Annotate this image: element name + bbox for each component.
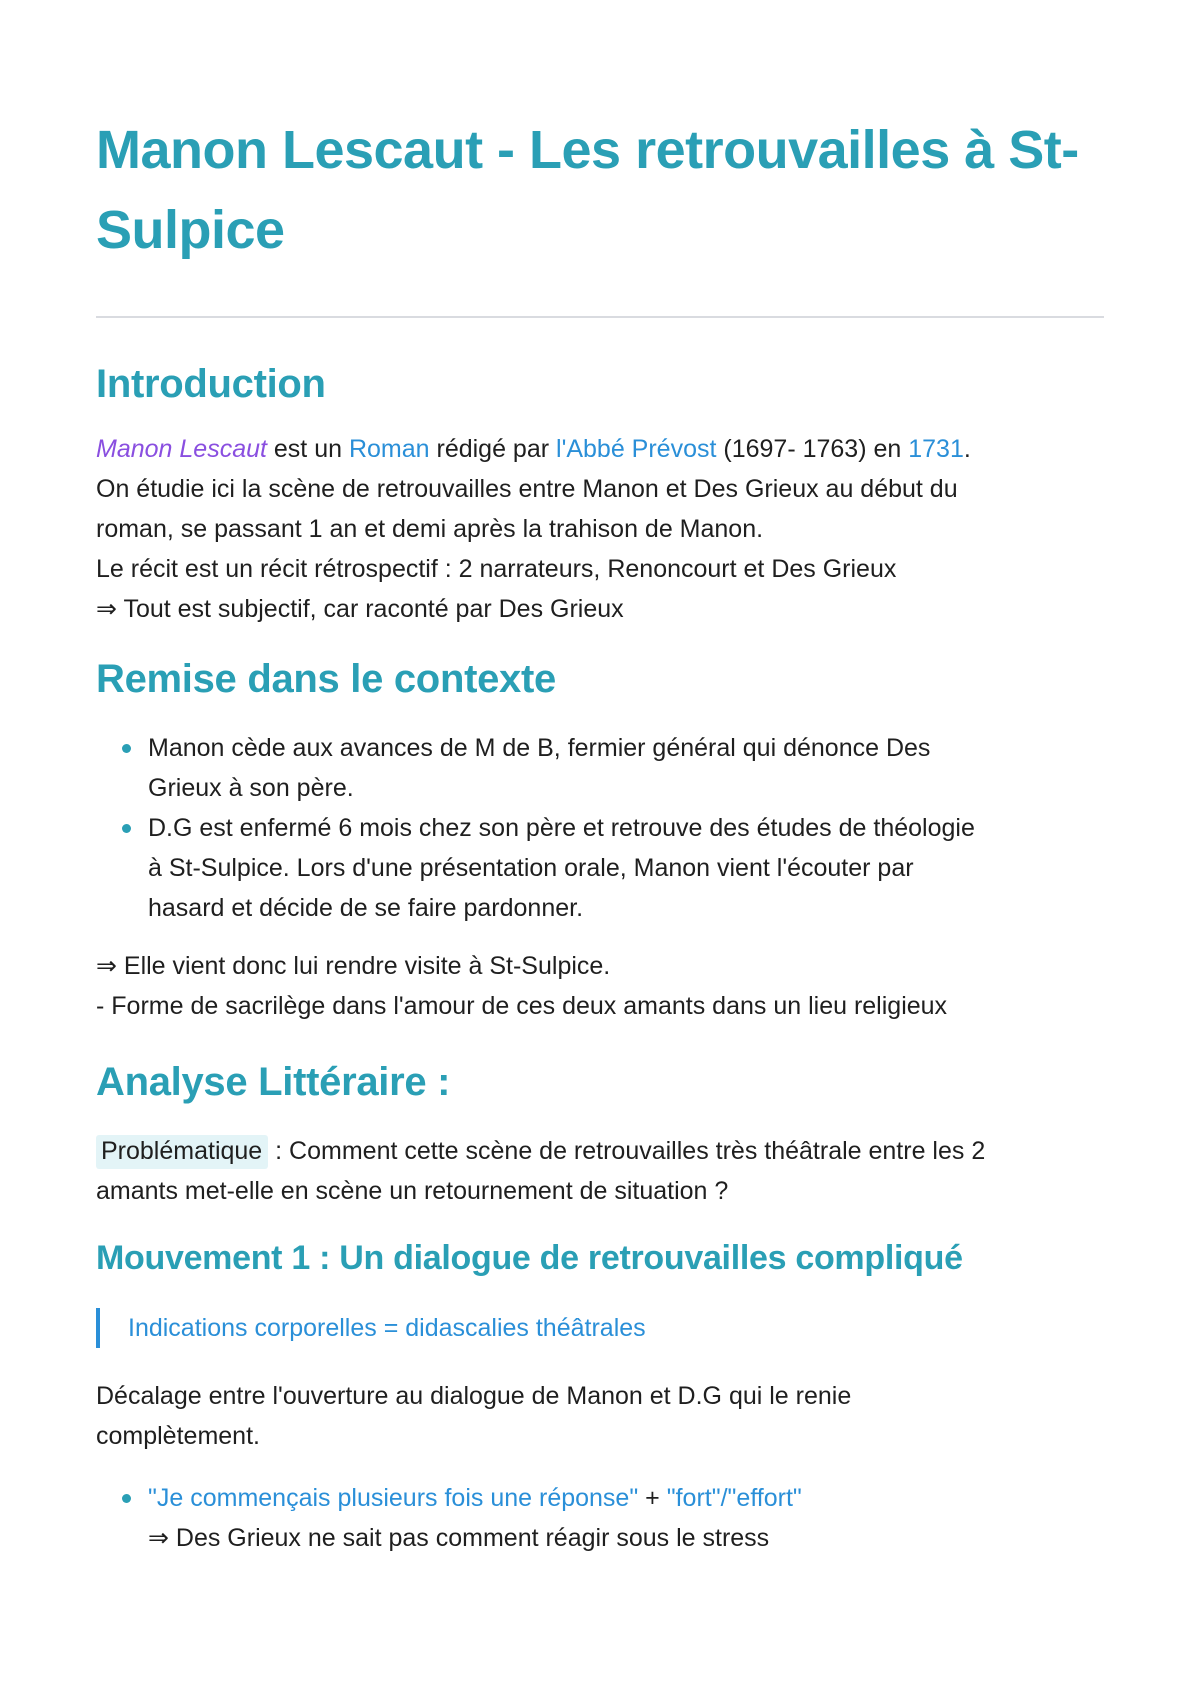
introduction-heading: Introduction (96, 362, 326, 406)
title-divider (96, 316, 1104, 318)
list-item-text: Grieux à son père. (148, 774, 354, 802)
intro-text: . (963, 435, 971, 463)
problematique-text: amants met-elle en scène un retournement de situation ? (96, 1177, 729, 1205)
page-title (96, 110, 1104, 270)
introduction-paragraph (96, 429, 1104, 629)
paragraph-line: complètement. (96, 1422, 260, 1450)
year-highlight: 1731 (908, 435, 964, 463)
intro-line: ⇒ Tout est subjectif, car raconté par Des Grieux (96, 595, 624, 623)
quotation-highlight: "fort"/"effort" (666, 1484, 802, 1512)
list-item (148, 808, 1104, 928)
list-item-text: ⇒ Des Grieux ne sait pas comment réagir sous le stress (148, 1524, 770, 1552)
movement-1-heading: Mouvement 1 : Un dialogue de retrouvailles compliqué (96, 1239, 963, 1277)
movement-1-list (96, 1478, 1104, 1558)
intro-line: Le récit est un récit rétrospectif : 2 narrateurs, Renoncourt et Des Grieux (96, 555, 897, 583)
intro-text: rédigé par (429, 435, 557, 463)
page-title-line-1: Manon Lescaut - Les retrouvailles à St- (96, 120, 1079, 180)
author-highlight: l'Abbé Prévost (556, 435, 717, 463)
work-title: Manon Lescaut (96, 435, 267, 463)
context-conclusion (96, 946, 1104, 1026)
analysis-heading: Analyse Littéraire : (96, 1060, 451, 1104)
context-list (96, 728, 1104, 928)
list-item-text: Manon cède aux avances de M de B, fermier général qui dénonce Des (148, 734, 931, 762)
conclusion-line: - Forme de sacrilège dans l'amour de ces deux amants dans un lieu religieux (96, 992, 948, 1020)
genre-highlight: Roman (348, 435, 430, 463)
list-item-text: D.G est enfermé 6 mois chez son père et retrouve des études de théologie (148, 814, 975, 842)
problematique-text: : Comment cette scène de retrouvailles très théâtrale entre les 2 (268, 1137, 986, 1165)
list-item-text: hasard et décide de se faire pardonner. (148, 894, 584, 922)
blockquote: Indications corporelles = didascalies théâtrales (96, 1308, 1104, 1348)
list-item (148, 1478, 1104, 1558)
page-title-line-2: Sulpice (96, 200, 285, 260)
context-heading: Remise dans le contexte (96, 657, 556, 701)
conclusion-line: ⇒ Elle vient donc lui rendre visite à St-Sulpice. (96, 952, 611, 980)
intro-text: est un (266, 435, 349, 463)
problematique-tag: Problématique (96, 1135, 268, 1169)
problematique-paragraph (96, 1131, 1104, 1211)
list-item-text: + (638, 1484, 667, 1512)
list-item (148, 728, 1104, 808)
intro-line: roman, se passant 1 an et demi après la trahison de Manon. (96, 515, 764, 543)
paragraph-line: Décalage entre l'ouverture au dialogue de Manon et D.G qui le renie (96, 1382, 852, 1410)
intro-text: (1697- 1763) en (716, 435, 909, 463)
intro-line: On étudie ici la scène de retrouvailles entre Manon et Des Grieux au début du (96, 475, 958, 503)
decalage-paragraph (96, 1376, 1104, 1456)
quotation-highlight: "Je commençais plusieurs fois une réponse" (148, 1484, 639, 1512)
list-item-text: à St-Sulpice. Lors d'une présentation orale, Manon vient l'écouter par (148, 854, 914, 882)
